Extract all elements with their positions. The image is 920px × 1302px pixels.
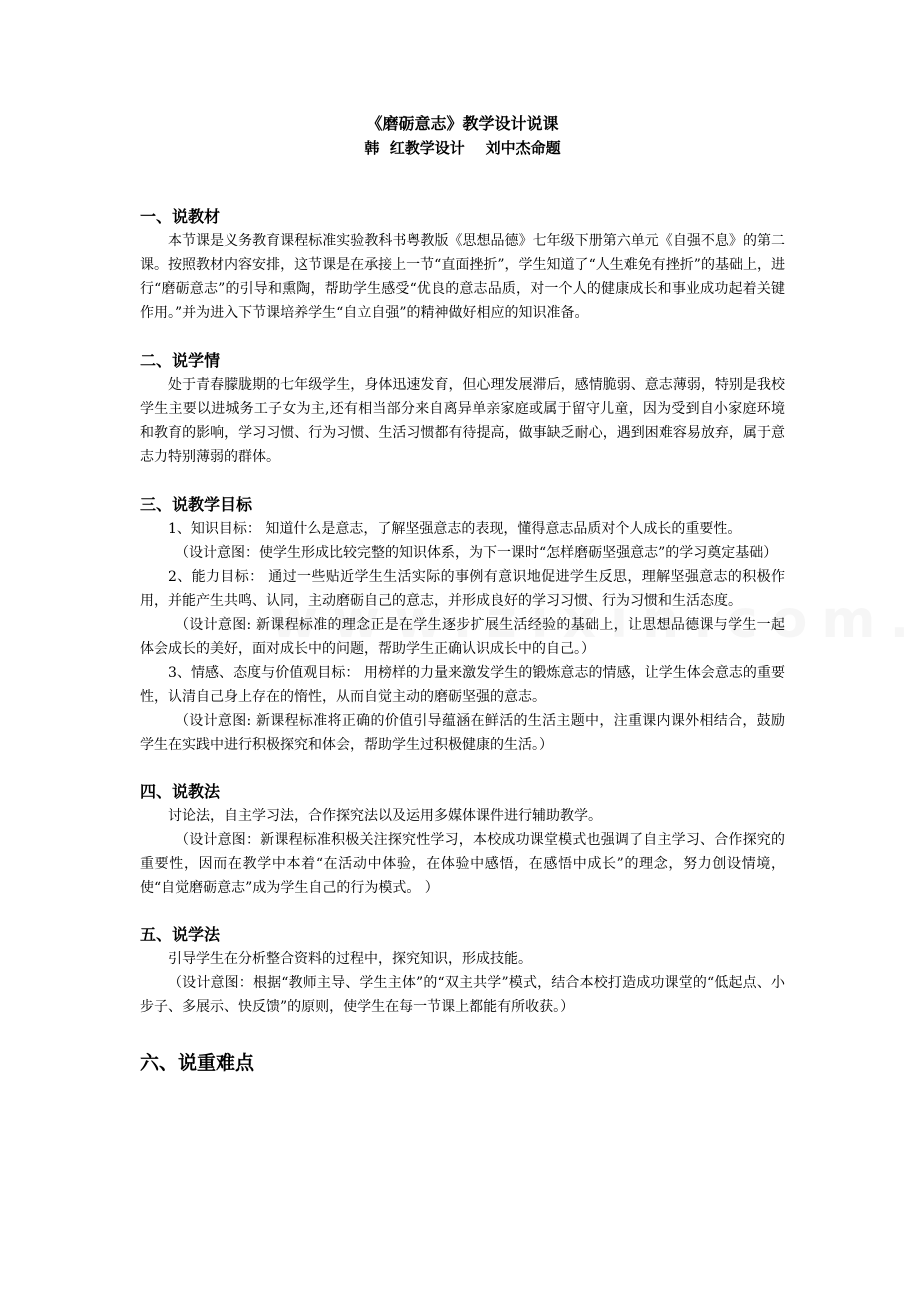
section-heading: 一、说教材: [140, 207, 221, 226]
design-intent: （设计意图：使学生形成比较完整的知识体系，为下一课时“怎样磨砺坚强意志”的学习奠定基础）: [175, 545, 778, 561]
section-teaching-methods: [140, 780, 785, 900]
goal-emotion-values: 3、情感、态度与价值观目标： 用榜样的力量来激发学生的锻炼意志的情感，让学生体会意志的重要性，认清自己身上存在的惰性，从而自觉主动的磨砺坚强的意志。: [140, 665, 785, 705]
section-key-points: [140, 1049, 785, 1077]
section-heading: 六、说重难点: [140, 1052, 255, 1074]
goal-ability: 2、能力目标： 通过一些贴近学生生活实际的事例有意识地促进学生反思，理解坚强意志的积极作用，并能产生共鸣、认同，主动磨砺自己的意志，并形成良好的学习习惯、行为习惯和生活态度。: [140, 569, 785, 609]
section-heading: 四、说教法: [140, 782, 221, 801]
section-textbook: [140, 205, 785, 325]
paragraph: 讨论法，自主学习法，合作探究法以及运用多媒体课件进行辅助教学。: [168, 808, 602, 824]
goal-knowledge: 1、知识目标： 知道什么是意志，了解坚强意志的表现，懂得意志品质对个人成长的重要性。: [168, 521, 742, 537]
document-subtitle: 韩 红教学设计 刘中杰命题: [364, 139, 561, 157]
section-heading: 三、说教学目标: [140, 495, 253, 514]
document-page: [140, 112, 785, 1077]
design-intent: （设计意图：根据“教师主导、学生主体”的“双主共学”模式，结合本校打造成功课堂的“低起点、小步子、多展示、快反馈”的原则，使学生在每一节课上都能有所收获。）: [140, 975, 785, 1015]
paragraph: 引导学生在分析整合资料的过程中，探究知识，形成技能。: [168, 951, 532, 967]
section-learning-methods: [140, 923, 785, 1019]
design-intent: （设计意图: 新课程标准的理念正是在学生逐步扩展生活经验的基础上，让思想品德课与学生一起体会成长的美好，面对成长中的问题，帮助学生正确认识成长中的自己。）: [140, 617, 785, 657]
section-heading: 二、说学情: [140, 351, 221, 370]
design-intent: （设计意图: 新课程标准将正确的价值引导蕴涵在鲜活的生活主题中，注重课内课外相结合，鼓励学生在实践中进行积极探究和体会，帮助学生过积极健康的生活。）: [140, 713, 785, 753]
document-title: 《磨砺意志》教学设计说课: [366, 114, 559, 133]
paragraph: 处于青春朦胧期的七年级学生，身体迅速发育，但心理发展滞后，感情脆弱、意志薄弱，特别是我校学生主要以进城务工子女为主,还有相当部分来自离异单亲家庭或属于留守儿童，因为受到自小家庭环境和教育的影响，学习习惯、行为习惯、生活习惯都有待提高，做事缺乏耐心，遇到困难容易放弃，属于意志力特别薄弱的群体。: [140, 377, 785, 465]
design-intent: （设计意图：新课程标准积极关注探究性学习，本校成功课堂模式也强调了自主学习、合作探究的重要性，因而在教学中本着“在活动中体验，在体验中感悟，在感悟中成长”的理念，努力创设情境，使“自觉磨砺意志”成为学生自己的行为模式。 ）: [140, 832, 785, 896]
section-teaching-goals: [140, 493, 785, 757]
section-students: [140, 349, 785, 469]
paragraph: 本节课是义务教育课程标准实验教科书粤教版《思想品德》七年级下册第六单元《自强不息》的第二课。按照教材内容安排，这节课是在承接上一节“直面挫折”，学生知道了“人生难免有挫折”的基础上，进行“磨砺意志”的引导和熏陶，帮助学生感受“优良的意志品质，对一个人的健康成长和事业成功起着关键作用。”并为进入下节课培养学生“自立自强”的精神做好相应的知识准备。: [140, 233, 785, 321]
section-heading: 五、说学法: [140, 925, 221, 944]
